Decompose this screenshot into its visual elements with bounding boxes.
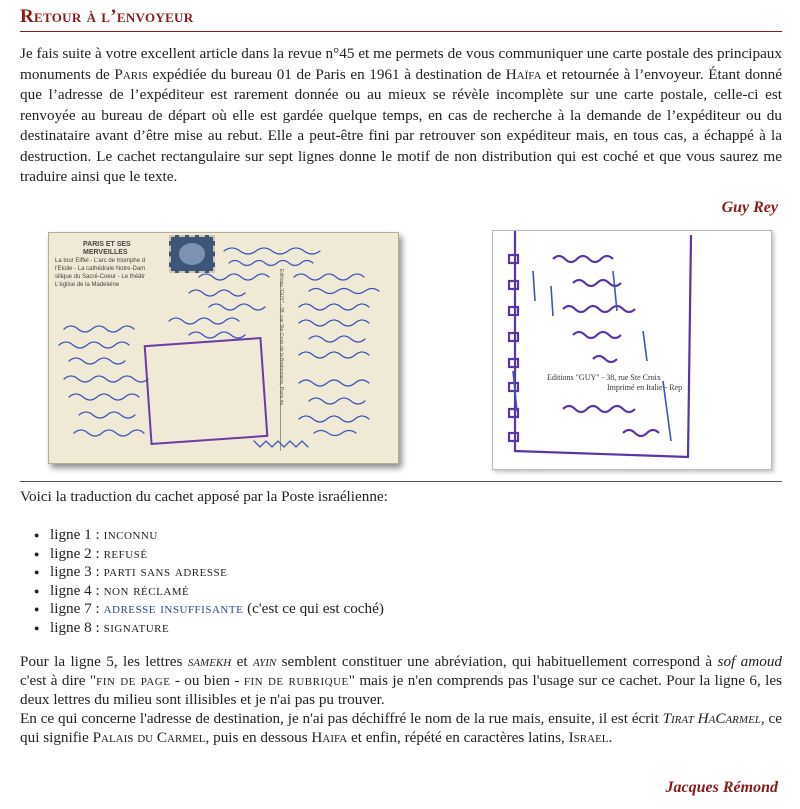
list-item: ● ligne 2 : refusé [34, 545, 384, 564]
postal-cachet [144, 337, 269, 445]
author-signature-guy-rey: Guy Rey [721, 199, 778, 216]
cachet-drawing [493, 231, 772, 470]
postcard-image [48, 232, 399, 464]
cachet-zoom-image [492, 230, 772, 470]
title-divider [20, 31, 782, 32]
section-divider [20, 481, 782, 482]
intro-paragraph: Je fais suite à votre excellent article dans la revue n°45 et me permets de vous communiquer une carte postale des principaux monuments de Paris expédiée du bureau 01 de Paris en 1961 à destination de Haïfa et retournée à l’envoyeur. Étant donné que l’adresse de l’expéditeur est rarement donnée ou au mieux se révèle incomplète sur une carte postale, celle-ci est renvoyée au bureau de départ où elle est gardée quelque temps, en cas de recherche à la demande de l’expéditeur ou du destinataire avant d’être mise au rebut. Elle a peut-être fini par retrouver son expéditeur mais, en tous cas, a échappé à la destruction. Le cachet rectangulaire sur sept lignes donne le motif de non distribution qui est coché et que vous saurez me traduire ainsi que le texte. [20, 45, 782, 185]
translation-intro: Voici la traduction du cachet apposé par la Poste israélienne: [20, 488, 388, 505]
list-item: ● ligne 3 : parti sans adresse [34, 563, 384, 582]
postcard-caption: PARIS ET SES MERVEILLES La tour Eiffel - L'arc de triomphe d l'Etoile - La cathédrale Notre-Dam silique du Sacré-Coeur - Le théâtr L'église de la Madeleine [55, 241, 146, 288]
article-title: Retour à l’envoyeur [20, 6, 194, 27]
postcard-edition: Editions "GUY" - 38, rue Ste Croix de la Bretonnerie, Paris 4e [278, 269, 284, 406]
translation-list [34, 526, 384, 637]
list-item: ● ligne 8 : signature [34, 619, 384, 638]
list-item: ● ligne 4 : non réclamé [34, 582, 384, 601]
list-item: ● ligne 7 : adresse insuffisante (c'est ce qui est coché) [34, 600, 384, 619]
author-signature-jacques-remond: Jacques Rémond [665, 779, 778, 796]
cachet-edition-text: Editions "GUY" - 38, rue Ste Croix Imprimé en Italie - Rep [547, 373, 683, 392]
closing-paragraph: Pour la ligne 5, les lettres samekh et ayin semblent constituer une abréviation, qui habituellement correspond à sof amoud c'est à dire "fin de page - ou bien - fin de rubrique" mais je n'en comprends pas l'usage sur ce cachet. Pour la ligne 6, les deux lettres du milieu sont illisibles et je n'ai pas pu trouver. En ce qui concerne l'adresse de destination, je n'ai pas déchiffré le nom de la rue mais, ensuite, il est écrit Tirat HaCarmel, ce qui signifie Palais du Carmel, puis en dessous Haifa et enfin, répété en caractères latins, Israel. [20, 653, 783, 746]
list-item: ● ligne 1 : inconnu [34, 526, 384, 545]
